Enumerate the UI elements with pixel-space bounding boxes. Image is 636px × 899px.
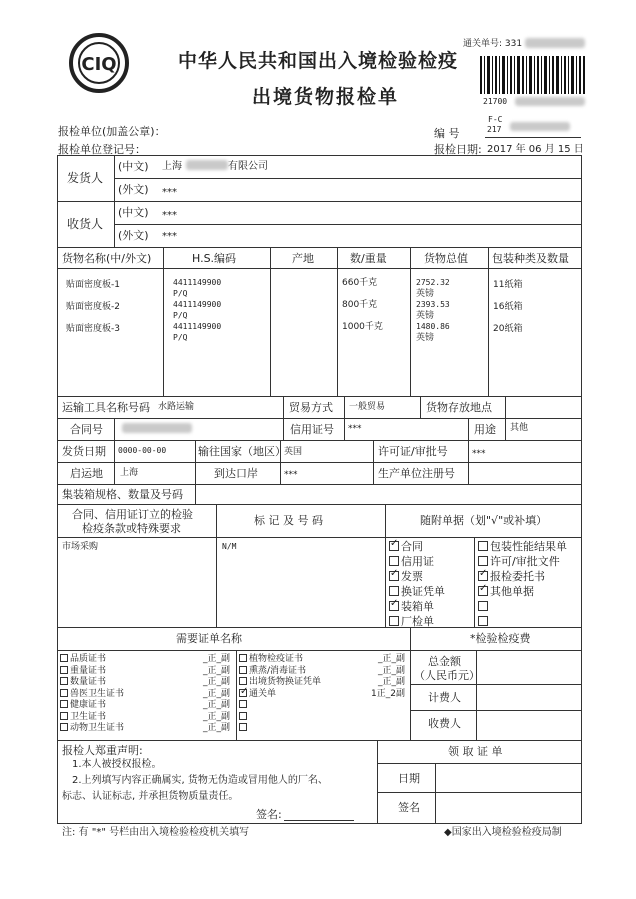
checkbox-icon[interactable] (478, 616, 488, 626)
goods-row-currency: 英镑 (416, 333, 435, 343)
goods-row-name: 贴面密度板-3 (66, 324, 120, 334)
usage-label: 用途 (474, 423, 496, 436)
attached-doc-item (478, 539, 582, 554)
attached-doc-item (478, 569, 582, 584)
barcode-number: 21700 (483, 97, 508, 106)
attached-doc-item (389, 554, 473, 569)
arrival-port-value[interactable]: *** (284, 470, 298, 480)
attached-doc-item (389, 539, 473, 554)
cert-copies[interactable]: _正_副 (202, 723, 230, 733)
attached-doc-item (478, 614, 582, 629)
checkbox-icon[interactable] (239, 712, 247, 720)
checked-box-icon[interactable] (478, 571, 488, 581)
checkbox-icon[interactable] (478, 601, 488, 611)
attached-doc-item (478, 554, 582, 569)
cert-copies[interactable]: _正_副 (202, 688, 230, 699)
cert-copies[interactable]: _正_副 (202, 677, 230, 687)
goods-row-qty: 660千克 (342, 278, 378, 288)
marks-label: 标 记 及 号 码 (254, 514, 323, 527)
inspection-date-label: 报检日期: (434, 143, 482, 156)
cert-name: 卫生证书 (70, 711, 107, 722)
permit-no-value[interactable]: *** (472, 449, 486, 459)
goods-row-hs2: P/Q (173, 311, 188, 320)
cert-item (239, 700, 409, 712)
shipper-en-value[interactable]: *** (162, 187, 177, 198)
attached-doc-item (478, 599, 582, 614)
goods-header-pack: 包装种类及数量 (492, 252, 569, 265)
contract-no-label: 合同号 (70, 423, 103, 436)
cert-item (60, 689, 234, 701)
container-spec-label: 集装箱规格、数量及号码 (62, 488, 183, 501)
cert-copies[interactable]: _正_副 (202, 711, 230, 722)
cert-item (239, 723, 409, 735)
attached-doc-label: 合同 (401, 540, 423, 553)
receive-date-label: 日期 (398, 772, 420, 785)
checkbox-icon[interactable] (239, 666, 247, 674)
credit-no-value[interactable]: *** (348, 424, 362, 434)
consignee-cn-tag: (中文) (118, 206, 149, 219)
ship-date-value[interactable]: 0000-00-00 (118, 446, 167, 455)
checkbox-icon[interactable] (239, 723, 247, 731)
redaction (122, 423, 192, 433)
cert-item (239, 712, 409, 724)
attached-docs-right (478, 539, 582, 629)
goods-row-qty: 800千克 (342, 300, 378, 310)
origin-port-label: 启运地 (70, 467, 103, 480)
checkbox-icon[interactable] (60, 677, 68, 685)
goods-row-hs: 4411149900 (173, 300, 222, 309)
cert-item (60, 677, 234, 689)
attached-doc-label: 报检委托书 (490, 570, 545, 583)
total-amount-label: 总金额 (428, 655, 461, 668)
checkbox-icon[interactable] (60, 712, 68, 720)
consignee-en-value[interactable]: *** (162, 231, 177, 242)
trade-mode-label: 贸易方式 (289, 401, 333, 414)
attached-doc-label: 装箱单 (401, 600, 434, 613)
attached-doc-label: 信用证 (401, 555, 434, 568)
form-title-line1: 中华人民共和国出入境检验检疫 (178, 50, 459, 72)
transport-tool-value[interactable]: 水路运输 (158, 402, 195, 412)
attached-doc-label: 厂检单 (401, 615, 434, 628)
transport-tool-label: 运输工具名称号码 (62, 401, 150, 414)
attached-doc-item (389, 569, 473, 584)
declaration-title: 报检人郑重声明: (62, 744, 143, 757)
terms-value[interactable]: 市场采购 (62, 542, 99, 552)
goods-row-name: 贴面密度板-1 (66, 280, 120, 290)
checked-box-icon[interactable] (239, 689, 247, 697)
cert-name: 重量证书 (70, 665, 107, 676)
checkbox-icon[interactable] (389, 586, 399, 596)
fee-calculator-label: 计费人 (428, 691, 461, 704)
cert-item (239, 666, 409, 678)
divider (485, 137, 581, 138)
goods-row-value: 1480.86 (416, 322, 450, 331)
producer-reg-label: 生产单位注册号 (378, 467, 455, 480)
declaration-line-2: 2.上列填写内容正确属实, 货物无伪造或冒用他人的厂名、 (72, 775, 328, 786)
terms-label-2: 检疫条款或特殊要求 (82, 522, 181, 535)
cert-item (60, 700, 234, 712)
total-amount-unit: （人民币元） (414, 669, 480, 682)
goods-row-name: 贴面密度板-2 (66, 302, 120, 312)
goods-row-currency: 英镑 (416, 311, 435, 321)
needed-certs-label: 需要证单名称 (176, 632, 242, 645)
inspection-fee-label: *检验检疫费 (470, 632, 531, 645)
usage-value[interactable]: 其他 (510, 423, 529, 433)
footer-note: 注: 有 "*" 号栏由出入境检验检疫机关填写 (62, 827, 250, 838)
cert-name: 熏蒸/消毒证书 (249, 665, 307, 676)
redaction (510, 122, 570, 131)
goods-row-pack: 11纸箱 (493, 280, 523, 290)
cert-name: 出境货物换证凭单 (249, 677, 322, 687)
consignee-cn-value[interactable]: *** (162, 210, 177, 221)
customs-number: 通关单号: 331 (463, 39, 523, 49)
ship-date-label: 发货日期 (62, 445, 106, 458)
goods-row-hs: 4411149900 (173, 322, 222, 331)
checkbox-icon[interactable] (60, 689, 68, 697)
checkbox-icon[interactable] (239, 677, 247, 685)
goods-row-value: 2393.53 (416, 300, 450, 309)
cert-name: 兽医卫生证书 (70, 688, 125, 699)
certs-column-2 (239, 654, 409, 735)
receive-signature-label: 签名 (398, 801, 420, 814)
checkbox-icon[interactable] (389, 616, 399, 626)
form-number-label: 编 号 (434, 127, 460, 140)
fee-collector-label: 收费人 (428, 717, 461, 730)
cert-copies[interactable]: 1正_2副 (371, 688, 405, 699)
cert-name: 健康证书 (70, 700, 107, 710)
storage-place-label: 货物存放地点 (426, 401, 492, 414)
goods-row-hs: 4411149900 (173, 278, 222, 287)
goods-row-pack: 16纸箱 (493, 302, 523, 312)
redaction (525, 38, 585, 48)
cert-item (60, 666, 234, 678)
redaction (515, 97, 585, 106)
cert-name: 动物卫生证书 (70, 723, 125, 733)
attached-doc-label: 换证凭单 (401, 585, 445, 598)
attached-doc-label: 其他单据 (490, 585, 534, 598)
goods-header-hs: H.S.编码 (192, 252, 237, 265)
svg-text:CIQ: CIQ (81, 54, 117, 75)
cert-copies[interactable]: _正_副 (202, 654, 230, 664)
marks-value[interactable]: N/M (222, 542, 237, 551)
shipper-cn-value[interactable]: 上海 (162, 161, 182, 172)
attached-doc-item (389, 614, 473, 629)
checkbox-icon[interactable] (239, 654, 247, 662)
checkbox-icon[interactable] (60, 700, 68, 708)
attached-doc-label: 包装性能结果单 (490, 540, 567, 553)
cert-item (239, 654, 409, 666)
origin-port-value[interactable]: 上海 (120, 468, 139, 478)
cert-name: 植物检疫证书 (249, 654, 304, 664)
credit-no-label: 信用证号 (290, 423, 334, 436)
declaration-line-3: 标志、认证标志, 并承担货物质量责任。 (62, 791, 239, 802)
checked-box-icon[interactable] (389, 601, 399, 611)
attached-doc-item (389, 599, 473, 614)
attached-doc-item (389, 584, 473, 599)
destination-country-value[interactable]: 英国 (284, 447, 303, 457)
permit-no-label: 许可证/审批号 (378, 445, 448, 458)
barcode (480, 56, 585, 94)
cert-copies[interactable]: _正_副 (202, 700, 230, 710)
goods-header-qty: 数/重量 (350, 252, 387, 265)
attached-doc-item (478, 584, 582, 599)
fc-label: F-C (488, 115, 503, 124)
goods-row-pack: 20纸箱 (493, 324, 523, 334)
terms-label-1: 合同、信用证订立的检验 (72, 508, 193, 521)
consignee-en-tag: (外文) (118, 229, 149, 242)
destination-country-label: 输往国家（地区） (198, 445, 286, 458)
attached-docs-label: 随附单据（划"√"或补填） (420, 514, 548, 527)
shipper-label: 发货人 (67, 171, 104, 185)
goods-row-value: 2752.32 (416, 278, 450, 287)
checkbox-icon[interactable] (478, 541, 488, 551)
checked-box-icon[interactable] (389, 541, 399, 551)
certs-column-1 (60, 654, 234, 735)
form-number-value: 217 (487, 125, 502, 134)
checked-box-icon[interactable] (478, 586, 488, 596)
attached-doc-label: 发票 (401, 570, 423, 583)
ciq-logo (68, 32, 130, 94)
cert-copies[interactable]: _正_副 (377, 677, 405, 687)
arrival-port-label: 到达口岸 (214, 467, 258, 480)
footer-bureau: ◆国家出入境检验检疫局制 (444, 827, 562, 838)
cert-copies[interactable]: _正_副 (377, 654, 405, 664)
checkbox-icon[interactable] (60, 723, 68, 731)
cert-item (239, 677, 409, 689)
form-title-line2: 出境货物报检单 (252, 86, 400, 108)
cert-name: 数量证书 (70, 677, 107, 687)
applicant-unit-label: 报检单位(加盖公章)： (58, 125, 166, 138)
attached-doc-label: 许可/审批文件 (490, 555, 560, 568)
inspection-date-value: 2017 年 06 月 15 日 (487, 144, 584, 155)
cert-copies[interactable]: _正_副 (202, 665, 230, 676)
shipper-cn-suffix: 有限公司 (228, 161, 268, 172)
redaction (186, 160, 228, 170)
shipper-cn-tag: (中文) (118, 160, 149, 173)
cert-copies[interactable]: _正_副 (377, 665, 405, 676)
cert-item (239, 689, 409, 701)
cert-item (60, 654, 234, 666)
goods-header-value: 货物总值 (424, 252, 468, 265)
checkbox-icon[interactable] (389, 556, 399, 566)
goods-row-hs2: P/Q (173, 289, 188, 298)
attached-docs-left (389, 539, 473, 629)
cert-item (60, 723, 234, 735)
goods-header-name: 货物名称(中/外文) (62, 252, 152, 265)
checkbox-icon[interactable] (239, 700, 247, 708)
cert-name: 通关单 (249, 688, 277, 699)
cert-name: 品质证书 (70, 654, 107, 664)
checkbox-icon[interactable] (60, 654, 68, 662)
signature-line[interactable] (284, 820, 354, 821)
goods-header-origin: 产地 (292, 252, 314, 265)
receive-docs-title: 领 取 证 单 (448, 745, 503, 758)
trade-mode-value[interactable]: 一般贸易 (349, 402, 386, 412)
goods-row-hs2: P/Q (173, 333, 188, 342)
shipper-en-tag: (外文) (118, 183, 149, 196)
applicant-register-label: 报检单位登记号： (58, 143, 146, 156)
cert-item (60, 712, 234, 724)
applicant-signature-label: 签名: (256, 808, 282, 821)
checked-box-icon[interactable] (389, 571, 399, 581)
declaration-line-1: 1.本人被授权报检。 (72, 759, 162, 770)
consignee-label: 收货人 (67, 217, 104, 231)
checkbox-icon[interactable] (478, 556, 488, 566)
goods-row-currency: 英镑 (416, 289, 435, 299)
checkbox-icon[interactable] (60, 666, 68, 674)
goods-row-qty: 1000千克 (342, 322, 383, 332)
